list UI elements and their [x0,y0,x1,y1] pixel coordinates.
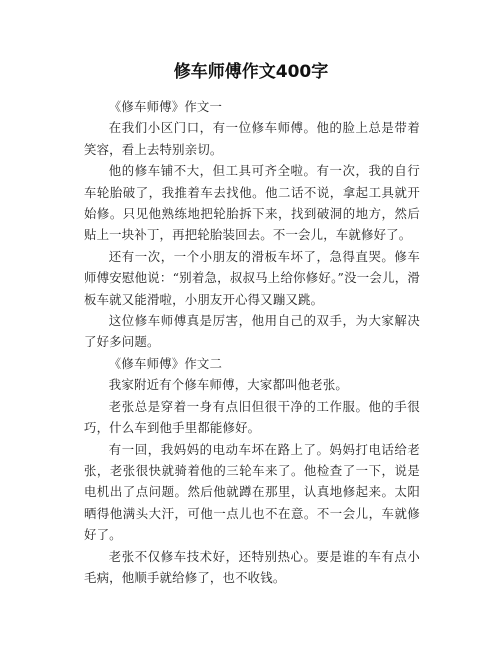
essay-2-paragraph-4: 老张不仅修车技术好，还特别热心。要是谁的车有点小毛病，他顺手就给修了，也不收钱。 [84,548,420,585]
document-title: 修车师傅作文400字 [173,62,329,82]
essay-1-paragraph-3: 还有一次，一个小朋友的滑板车坏了，急得直哭。修车师傅安慰他说：“别着急，叔叔马上给你修好。”没一会儿，滑板车就又能滑啦，小朋友开心得又蹦又跳。 [84,248,420,307]
essay-1-paragraph-1: 在我们小区门口，有一位修车师傅。他的脸上总是带着笑容，看上去特别亲切。 [84,120,420,157]
essay-1-heading: 《修车师傅》作文一 [108,99,223,114]
document-body [84,96,420,588]
essay-2-paragraph-2: 老张总是穿着一身有点旧但很干净的工作服。他的手很巧，什么车到他手里都能修好。 [84,398,420,436]
essay-2-paragraph-3: 有一回，我妈妈的电动车坏在路上了。妈妈打电话给老张，老张很快就骑着他的三轮车来了。他检查了一下，说是电机出了点问题。然后他就蹲在那里，认真地修起来。太阳晒得他满头大汗，可他一点儿也不在意。不一会儿，车就修好了。 [84,441,420,543]
essay-1-paragraph-4: 这位修车师傅真是厉害，他用自己的双手，为大家解决了好多问题。 [84,313,420,350]
essay-1-paragraph-2: 他的修车铺不大，但工具可齐全啦。有一次，我的自行车轮胎破了，我推着车去找他。他二话不说，拿起工具就开始修。只见他熟练地把轮胎拆下来，找到破洞的地方，然后贴上一块补丁，再把轮胎装回去。不一会儿，车就修好了。 [84,163,420,243]
essay-2-heading: 《修车师傅》作文二 [108,355,223,371]
essay-2-paragraph-1: 我家附近有个修车师傅，大家都叫他老张。 [108,377,349,393]
